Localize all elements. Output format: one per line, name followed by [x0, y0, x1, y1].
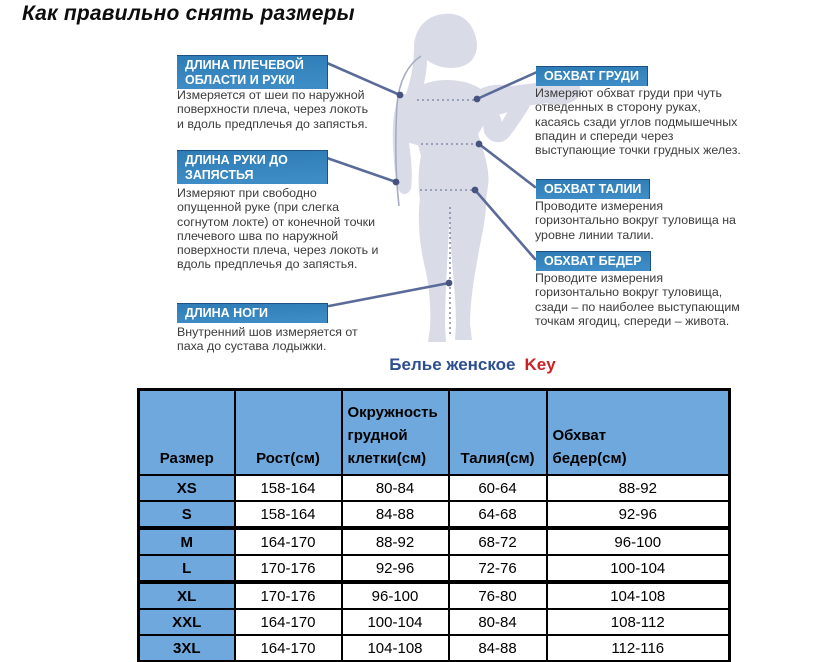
size-table-title-main: Белье женское — [389, 355, 516, 374]
table-row — [139, 528, 730, 555]
header-hips: Обхват бедер(см) — [547, 390, 730, 476]
hips-cell: 104-108 — [547, 582, 730, 609]
chest-cell: 88-92 — [342, 528, 449, 555]
header-size: Размер — [139, 390, 235, 476]
callout-title-shoulder-arm-length: ДЛИНА ПЛЕЧЕВОЙ ОБЛАСТИ И РУКИ — [177, 55, 328, 89]
callout-text-shoulder-arm-length: Измеряется от шеи по наружной поверхности плеча, через локоть и вдоль предплечья до запястья. — [177, 88, 369, 131]
size-cell: S — [139, 501, 235, 528]
callout-text-chest-girth: Измеряют обхват груди при чуть отведенных в сторону руках, касаясь сзади углов подмышечных впадин и спереди через выступающие точки грудных желез. — [535, 86, 741, 158]
waist-dot — [476, 141, 483, 148]
table-row — [139, 555, 730, 582]
chest-cell: 96-100 — [342, 582, 449, 609]
callout-text-hip-girth: Проводите измерения горизонтально вокруг туловища, сзади – по наиболее выступающим точкам ягодиц, спереди – живота. — [535, 271, 740, 328]
legs-shape — [419, 198, 486, 342]
size-cell: XL — [139, 582, 235, 609]
chest-dot — [474, 96, 481, 103]
size-cell: M — [139, 528, 235, 555]
callout-title-chest-girth: ОБХВАТ ГРУДИ — [536, 66, 648, 86]
hips-cell: 108-112 — [547, 609, 730, 635]
page-title: Как правильно снять размеры — [22, 2, 355, 25]
wrist-dot — [393, 179, 400, 186]
waist-cell: 80-84 — [449, 609, 547, 635]
hips-cell: 112-116 — [547, 635, 730, 662]
table-row — [139, 582, 730, 609]
header-waist: Талия(см) — [449, 390, 547, 476]
callout-title-arm-to-wrist-length: ДЛИНА РУКИ ДО ЗАПЯСТЬЯ — [177, 150, 328, 184]
waist-cell: 60-64 — [449, 475, 547, 501]
height-cell: 158-164 — [235, 475, 342, 501]
height-cell: 164-170 — [235, 528, 342, 555]
chest-cell: 92-96 — [342, 555, 449, 582]
height-cell: 170-176 — [235, 555, 342, 582]
callout-title-hip-girth: ОБХВАТ БЕДЕР — [536, 251, 651, 271]
connector-wrist — [327, 158, 396, 182]
callout-text-waist-girth: Проводите измерения горизонтально вокруг туловища на уровне линии талии. — [535, 199, 736, 242]
size-cell: XS — [139, 475, 235, 501]
header-row — [139, 390, 730, 476]
size-table-title-brand: Key — [524, 355, 556, 374]
hips-cell: 96-100 — [547, 528, 730, 555]
size-cell: L — [139, 555, 235, 582]
callout-text-leg-length: Внутренний шов измеряется от паха до сустава лодыжки. — [177, 325, 358, 354]
chest-cell: 104-108 — [342, 635, 449, 662]
height-cell: 170-176 — [235, 582, 342, 609]
height-cell: 164-170 — [235, 609, 342, 635]
size-table-title — [330, 355, 615, 375]
chest-cell: 100-104 — [342, 609, 449, 635]
callout-text-arm-to-wrist-length: Измеряют при свободно опущенной руке (при слегка согнутом локте) от конечной точки плечевого шва по наружной поверхности плеча, через локоть и вдоль предплечья до запястья. — [177, 186, 379, 272]
header-height: Рост(см) — [235, 390, 342, 476]
callout-title-waist-girth: ОБХВАТ ТАЛИИ — [536, 179, 650, 199]
size-table — [137, 388, 731, 662]
height-cell: 158-164 — [235, 501, 342, 528]
callout-title-leg-length: ДЛИНА НОГИ — [177, 303, 328, 323]
shoulder-dot — [397, 92, 404, 99]
size-cell: XXL — [139, 609, 235, 635]
hip-dot — [472, 187, 479, 194]
waist-cell: 72-76 — [449, 555, 547, 582]
size-cell: 3XL — [139, 635, 235, 662]
table-row — [139, 501, 730, 528]
leg-dot — [446, 280, 453, 287]
waist-cell: 68-72 — [449, 528, 547, 555]
waist-cell: 84-88 — [449, 635, 547, 662]
hips-cell: 88-92 — [547, 475, 730, 501]
hips-cell: 92-96 — [547, 501, 730, 528]
chest-cell: 84-88 — [342, 501, 449, 528]
connector-hip — [475, 190, 535, 259]
table-row — [139, 635, 730, 662]
waist-cell: 64-68 — [449, 501, 547, 528]
header-chest: Окружность грудной клетки(см) — [342, 390, 449, 476]
waist-cell: 76-80 — [449, 582, 547, 609]
hips-cell: 100-104 — [547, 555, 730, 582]
table-row — [139, 475, 730, 501]
height-cell: 164-170 — [235, 635, 342, 662]
size-table-body — [139, 475, 730, 662]
chest-cell: 80-84 — [342, 475, 449, 501]
size-table-header — [139, 390, 730, 476]
table-row — [139, 609, 730, 635]
